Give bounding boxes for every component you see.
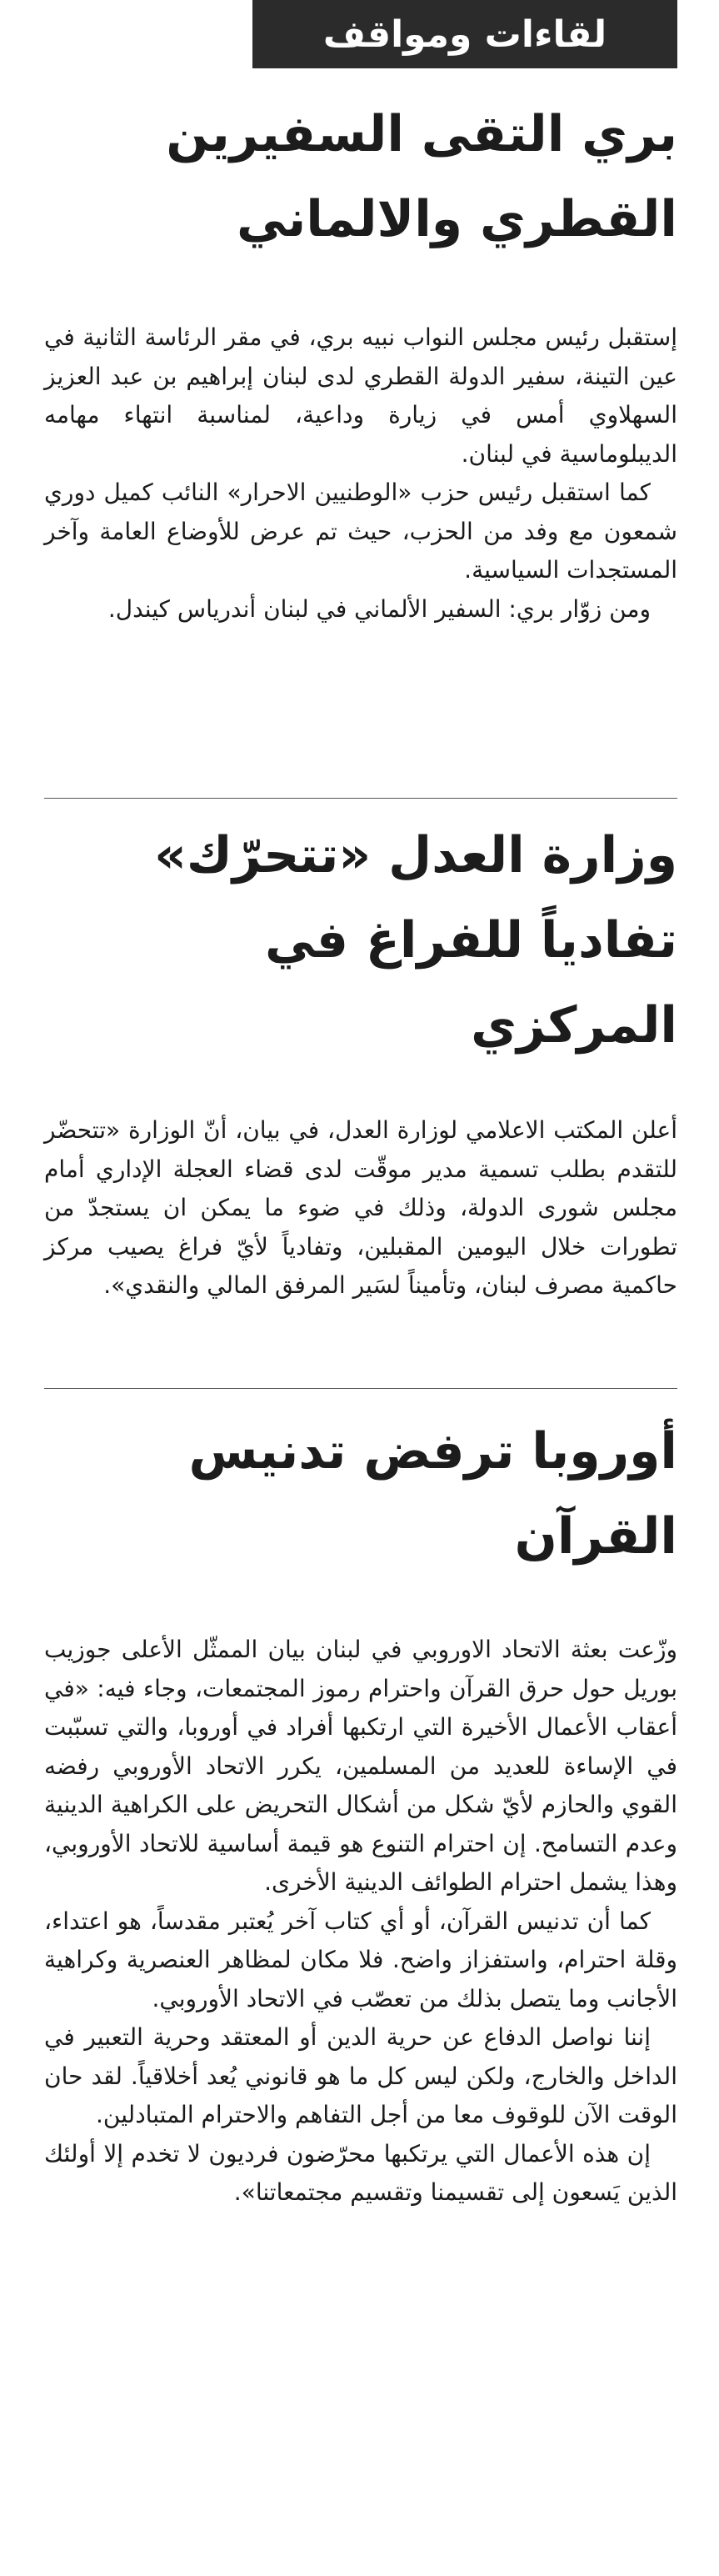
article-divider (44, 1388, 677, 1389)
article-paragraph: أعلن المكتب الاعلامي لوزارة العدل، في بيان، أنّ الوزارة «تتحضّر للتقدم بطلب تسمية مدير موقّت لدى قضاء العجلة الإداري أمام مجلس شورى الدولة، وذلك في ضوء ما يمكن ان يستجدّ من تطورات خلال اليومين المقبلين، وتفادياً لأيّ فراغ يصيب مركز حاكمية مصرف لبنان، وتأميناً لسَير المرفق المالي والنقدي». (44, 1116, 677, 1299)
article-headline: بري التقى السفيرين القطري والالماني (166, 105, 677, 248)
article-justice-ministry (44, 813, 677, 1306)
article-body (44, 1111, 677, 1306)
article-divider (44, 798, 677, 799)
article-body (44, 1631, 677, 2213)
article-europe-quran (44, 1409, 677, 2213)
article-paragraph: إستقبل رئيس مجلس النواب نبيه بري، في مقر الرئاسة الثانية في عين التينة، سفير الدولة القطري لدى لبنان إبراهيم بن عبد العزيز السهلاوي أمس في زيارة وداعية، لمناسبة انتهاء مهامه الديبلوماسية في لبنان. (44, 323, 677, 468)
article-paragraph: كما أن تدنيس القرآن، أو أي كتاب آخر يُعتبر مقدساً، هو اعتداء، وقلة احترام، واستفزاز واضح. فلا مكان لمظاهر العنصرية وكراهية الأجانب وما يتصل بذلك من تعصّب في الاتحاد الأوروبي. (44, 1907, 677, 2012)
article-paragraph: كما استقبل رئيس حزب «الوطنيين الاحرار» النائب كميل دوري شمعون مع وفد من الحزب، حيث تم عرض للأوضاع العامة وآخر المستجدات السياسية. (44, 479, 677, 584)
section-header (252, 0, 677, 68)
article-paragraph: وزّعت بعثة الاتحاد الاوروبي في لبنان بيان الممثّل الأعلى جوزيب بوريل حول حرق القرآن واحترام رموز المجتمعات، وجاء فيه: «في أعقاب الأعمال الأخيرة التي ارتكبها أفراد في أوروبا، والتي تسبّبت في الإساءة للعديد من المسلمين، يكرر الاتحاد الأوروبي رفضه القوي والحازم لأيّ شكل من أشكال التحريض على الكراهية الدينية وعدم التسامح. إن احترام التنوع هو قيمة أساسية للاتحاد الأوروبي، وهذا يشمل احترام الطوائف الدينية الأخرى. (44, 1636, 677, 1896)
section-title: لقاءات ومواقف (322, 13, 607, 56)
article-paragraph: ومن زوّار بري: السفير الألماني في لبنان أندرياس كيندل. (107, 594, 651, 623)
article-headline: أوروبا ترفض تدنيس القرآن (188, 1422, 677, 1566)
article-body (44, 318, 677, 629)
article-headline: وزارة العدل «تتحرّك» تفادياً للفراغ في المركزي (154, 826, 677, 1055)
article-paragraph: إن هذه الأعمال التي يرتكبها محرّضون فرديون لا تخدم إلا أولئك الذين يَسعون إلى تقسيمنا وتقسيم مجتمعاتنا». (44, 2139, 677, 2206)
article-paragraph: إننا نواصل الدفاع عن حرية الدين أو المعتقد وحرية التعبير في الداخل والخارج، ولكن ليس كل ما هو قانوني يُعد أخلاقياً. لقد حان الوقت الآن للوقوف معا من أجل التفاهم والاحترام المتبادلين. (44, 2023, 677, 2128)
article-bri-ambassadors (44, 92, 677, 629)
